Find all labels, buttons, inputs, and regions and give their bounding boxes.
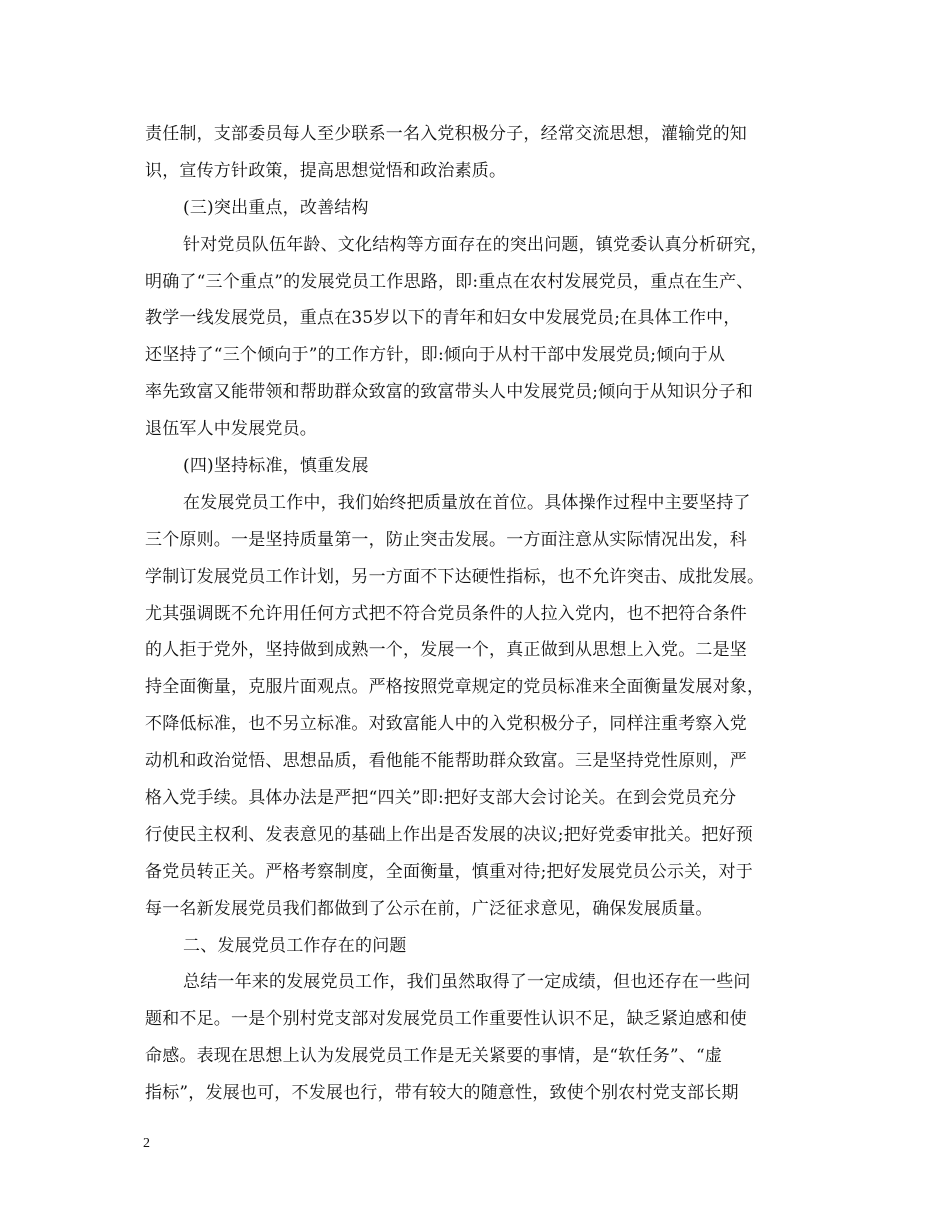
text-line: 率先致富又能带领和帮助群众致富的致富带头人中发展党员;倾向于从知识分子和	[145, 382, 753, 403]
document-body	[145, 116, 825, 1112]
text-line: 每一名新发展党员我们都做到了公示在前，广泛征求意见，确保发展质量。	[145, 898, 713, 919]
text-line: 在发展党员工作中，我们始终把质量放在首位。具体操作过程中主要坚持了	[183, 492, 751, 513]
text-line: 教学一线发展党员，重点在35岁以下的青年和妇女中发展党员;在具体工作中，	[145, 308, 741, 329]
text-line: 三个原则。一是坚持质量第一，防止突击发展。一方面注意从实际情况出发，科	[145, 529, 747, 550]
text-line: 行使民主权利、发表意见的基础上作出是否发展的决议;把好党委审批关。把好预	[145, 824, 753, 845]
text-line: 针对党员队伍年龄、文化结构等方面存在的突出问题，镇党委认真分析研究，	[183, 234, 768, 255]
text-line: 指标”，发展也可，不发展也行，带有较大的随意性，致使个别农村党支部长期	[145, 1083, 739, 1104]
text-line: 持全面衡量，克服片面观点。严格按照党章规定的党员标准来全面衡量发展对象，	[145, 677, 765, 698]
text-line: 的人拒于党外，坚持做到成熟一个，发展一个，真正做到从思想上入党。二是坚	[145, 640, 747, 661]
text-line: 责任制，支部委员每人至少联系一名入党积极分子，经常交流思想，灌输党的知	[145, 124, 747, 144]
text-line: 不降低标准，也不另立标准。对致富能人中的入党积极分子，同样注重考察入党	[145, 714, 747, 735]
section-heading: (四)坚持标准，慎重发展	[183, 456, 369, 477]
text-line: 格入党手续。具体办法是严把“四关”即:把好支部大会讨论关。在到会党员充分	[145, 788, 737, 809]
text-line: 动机和政治觉悟、思想品质，看他能不能帮助群众致富。三是坚持党性原则，严	[145, 751, 747, 772]
text-line: 题和不足。一是个别村党支部对发展党员工作重要性认识不足，缺乏紧迫感和使	[145, 1009, 747, 1030]
text-line: 备党员转正关。严格考察制度，全面衡量，慎重对待;把好发展党员公示关，对于	[145, 861, 753, 882]
text-line: 明确了“三个重点”的发展党员工作思路，即:重点在农村发展党员，重点在生产、	[145, 271, 754, 292]
text-line: 学制订发展党员工作计划，另一方面不下达硬性指标，也不允许突击、成批发展。	[145, 566, 765, 587]
text-line: 总结一年来的发展党员工作，我们虽然取得了一定成绩，但也还存在一些问	[183, 972, 751, 993]
text-line: 退伍军人中发展党员。	[145, 419, 317, 440]
text-line: 命感。表现在思想上认为发展党员工作是无关紧要的事情，是“软任务”、“虚	[145, 1046, 723, 1067]
text-line: 还坚持了“三个倾向于”的工作方针，即:倾向于从村干部中发展党员;倾向于从	[145, 345, 726, 366]
section-heading: (三)突出重点，改善结构	[183, 197, 369, 218]
text-line: 识，宣传方针政策，提高思想觉悟和政治素质。	[145, 160, 507, 181]
text-line: 尤其强调既不允许用任何方式把不符合党员条件的人拉入党内，也不把符合条件	[145, 603, 747, 624]
page-number: 2	[143, 1136, 150, 1151]
section-heading: 二、发展党员工作存在的问题	[183, 935, 407, 956]
